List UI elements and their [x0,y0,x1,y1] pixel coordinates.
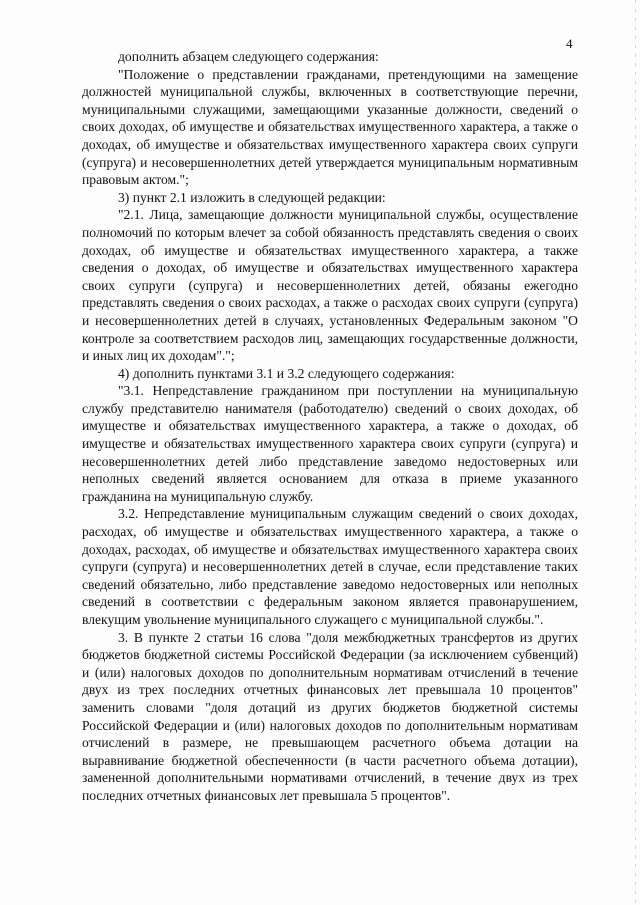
scan-edge-artifact [635,0,636,905]
page-number: 4 [566,36,573,51]
paragraph-intro: дополнить абзацем следующего содержания: [118,49,379,64]
paragraph-item-4: 4) дополнить пунктами 3.1 и 3.2 следующего содержания: [118,365,455,381]
paragraph-article-16-amendment: 3. В пункте 2 статьи 16 слова "доля межбюджетных трансфертов из других бюджетов бюджетной системы Российской Федерации (за исключением субвенций) и (или) налоговых доходов по дополнительным нормативам отчислений в течение двух из трех последних отчетных финансовых лет превышала 10 процентов" заменить словами "доля дотаций из других бюджетов бюджетной системы Российской Федерации и (или) налоговых доходов по дополнительным нормативам отчислений в размере, не превышающем расчетного объема дотации на выравнивание бюджетной обеспеченности (в части расчетного объема дотации), замененной дополнительными нормативами отчислений, в течение двух из трех последних отчетных финансовых лет превышала 5 процентов". [82,629,578,803]
paragraph-regulation-quote: "Положение о представлении гражданами, претендующими на замещение должностей муниципальной службы, включенных в соответствующие перечни, муниципальными служащими, замещающими указанные должности, сведений о своих доходах, об имуществе и обязательствах имущественного характера, а также о доходах, об имуществе и обязательствах имущественного характера своих супруги (супруга) и несовершеннолетних детей утверждается муниципальным нормативным правовым актом."; [82,66,578,188]
paragraph-clause-3-2: 3.2. Непредставление муниципальным служащим сведений о своих доходах, расходах, об имуществе и обязательствах имущественного характера, а также о доходах, расходах, об имуществе и обязательствах имущественного характера своих супруги (супруга) и несовершеннолетних детей в случае, если представление таких сведений обязательно, либо представление заведомо недостоверных или неполных сведений в соответствии с федеральным законом является правонарушением, влекущим увольнение муниципального служащего с муниципальной службы.". [82,506,578,627]
paragraph-clause-3-1: "3.1. Непредставление гражданином при поступлении на муниципальную службу представителю нанимателя (работодателю) сведений о своих доходах, об имуществе и обязательствах имущественного характера, а также о доходах, об имуществе и обязательствах имущественного характера своих супруги (супруга) и несовершеннолетних детей либо представление заведомо недостоверных или неполных сведений является основанием для отказа в приеме указанного гражданина на муниципальную службу. [82,383,578,504]
document-body [82,48,578,805]
paragraph-item-3: 3) пункт 2.1 изложить в следующей редакции: [118,189,386,205]
paragraph-clause-2-1: "2.1. Лица, замещающие должности муниципальной службы, осуществление полномочий по которым влечет за собой обязанность представлять сведения о своих доходах, об имуществе и обязательствах имущественного характера, а также сведения о доходах, об имуществе и обязательствах имущественного характера своих супруги (супруга) и несовершеннолетних детей, обязаны ежегодно представлять сведения о своих расходах, а также о расходах своих супруги (супруга) и несовершеннолетних детей в случаях, установленных Федеральным законом "О контроле за соответствием расходов лиц, замещающих государственные должности, и иных лиц их доходам"."; [82,207,578,364]
